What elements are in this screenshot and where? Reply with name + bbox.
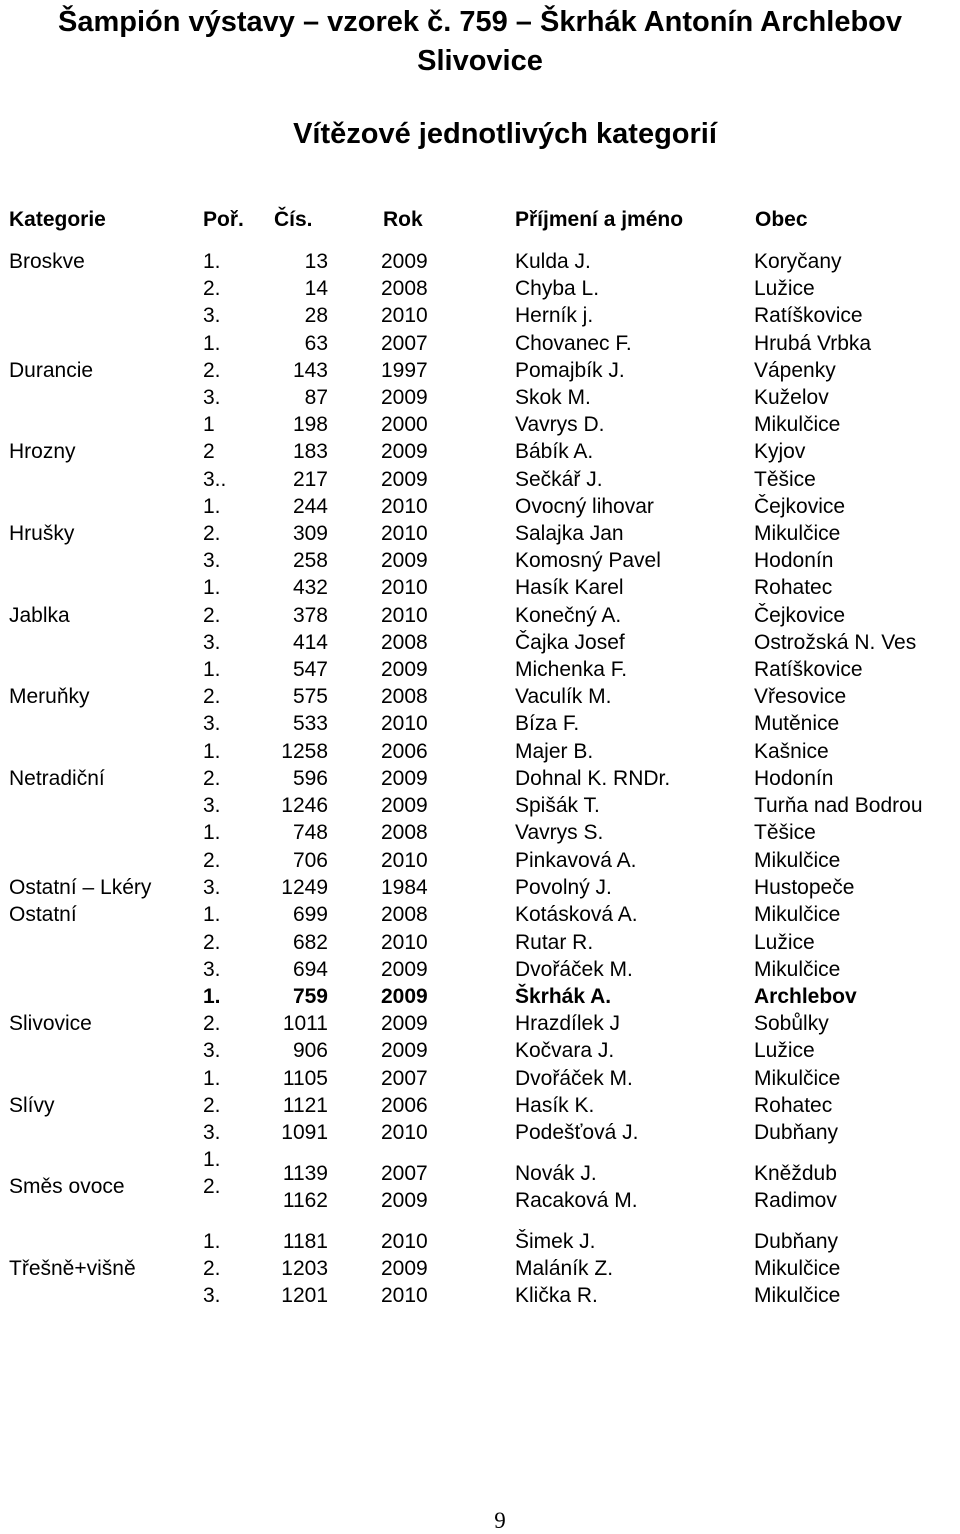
- table-cell-poradi: 2.: [203, 849, 221, 872]
- table-cell-cislo: 1091: [281, 1121, 328, 1144]
- table-cell-poradi: 3.: [203, 304, 221, 327]
- header-prijmeni-jmeno: Příjmení a jméno: [515, 208, 684, 231]
- table-cell-jmeno: Skok M.: [515, 386, 591, 409]
- table-cell-rok: 2008: [381, 903, 428, 926]
- table-row: [0, 1065, 960, 1092]
- table-row: [0, 438, 960, 465]
- table-cell-jmeno: Ovocný lihovar: [515, 495, 654, 518]
- table-cell-poradi: 1: [203, 413, 215, 436]
- table-cell-rok: 2009: [381, 1257, 428, 1280]
- table-cell-obec: Hodonín: [754, 767, 834, 790]
- table-cell-jmeno: Herník j.: [515, 304, 594, 327]
- table-cell-jmeno: Šimek J.: [515, 1230, 596, 1253]
- header-rok: Rok: [383, 208, 423, 231]
- table-cell-poradi: 1.: [203, 985, 221, 1008]
- header-cislo: Čís.: [274, 208, 313, 231]
- table-cell-cislo: 14: [304, 277, 328, 300]
- table-cell-rok: 2010: [381, 495, 428, 518]
- table-cell-obec: Kněždub: [754, 1162, 837, 1185]
- table-row: [0, 466, 960, 493]
- header-obec: Obec: [755, 208, 808, 231]
- table-cell-obec: Mikulčice: [754, 1067, 841, 1090]
- table-cell-cislo: 533: [292, 712, 328, 735]
- table-cell-obec: Hrubá Vrbka: [754, 332, 872, 355]
- table-cell-poradi: 1.: [203, 740, 221, 763]
- table-cell-rok: 2010: [381, 1284, 428, 1307]
- table-cell-poradi: 1.: [203, 332, 221, 355]
- table-cell-rok: 2010: [381, 931, 428, 954]
- table-cell-rok: 2000: [381, 413, 428, 436]
- table-cell-obec: Lužice: [754, 931, 815, 954]
- table-cell-rok: 2010: [381, 604, 428, 627]
- table-cell-cislo: 706: [292, 849, 328, 872]
- table-cell-kategorie: Netradiční: [9, 767, 105, 790]
- table-row: [0, 547, 960, 574]
- table-cell-poradi: 1.: [203, 1230, 221, 1253]
- table-cell-rok: 1984: [381, 876, 428, 899]
- table-cell-cislo: 759: [292, 985, 328, 1008]
- table-cell-obec: Vápenky: [754, 359, 836, 382]
- table-cell-poradi: 3.: [203, 549, 221, 572]
- table-cell-jmeno: Bíza F.: [515, 712, 580, 735]
- table-cell-cislo: 575: [292, 685, 328, 708]
- table-cell-kategorie: Slivovice: [9, 1012, 92, 1035]
- table-cell-kategorie: Jablka: [9, 604, 70, 627]
- table-cell-jmeno: Pinkavová A.: [515, 849, 637, 872]
- table-cell-cislo: 1121: [282, 1094, 328, 1117]
- table-cell-rok: 2009: [381, 468, 428, 491]
- table-cell-jmeno: Michenka F.: [515, 658, 628, 681]
- table-cell-poradi: 3.: [203, 712, 221, 735]
- table-cell-cislo: 378: [292, 604, 328, 627]
- table-cell-jmeno: Sečkář J.: [515, 468, 603, 491]
- table-cell-rok: 2009: [381, 794, 428, 817]
- table-cell-cislo: 63: [304, 332, 328, 355]
- table-row: [0, 792, 960, 819]
- table-row: [0, 411, 960, 438]
- table-cell-poradi: 1.: [203, 1148, 221, 1171]
- table-cell-rok: 2009: [381, 1039, 428, 1062]
- table-cell-jmeno: Novák J.: [515, 1162, 597, 1185]
- table-cell-obec: Mikulčice: [754, 1257, 841, 1280]
- table-cell-jmeno: Kulda J.: [515, 250, 591, 273]
- table-cell-obec: Koryčany: [754, 250, 842, 273]
- table-row: [0, 1187, 960, 1214]
- table-cell-cislo: 694: [292, 958, 328, 981]
- table-cell-cislo: 906: [292, 1039, 328, 1062]
- table-cell-poradi: 2.: [203, 1175, 221, 1198]
- table-cell-kategorie: Meruňky: [9, 685, 90, 708]
- table-cell-jmeno: Maláník Z.: [515, 1257, 614, 1280]
- table-cell-poradi: 3.: [203, 1284, 221, 1307]
- table-cell-jmeno: Salajka Jan: [515, 522, 624, 545]
- table-cell-rok: 2008: [381, 277, 428, 300]
- table-cell-poradi: 3.: [203, 1039, 221, 1062]
- table-cell-jmeno: Chyba L.: [515, 277, 600, 300]
- table-cell-poradi: 1.: [203, 903, 221, 926]
- table-cell-cislo: 682: [292, 931, 328, 954]
- table-cell-rok: 2010: [381, 304, 428, 327]
- table-cell-poradi: 2: [203, 440, 215, 463]
- table-cell-rok: 2007: [381, 332, 428, 355]
- table-cell-jmeno: Vavrys S.: [515, 821, 604, 844]
- table-cell-poradi: 1.: [203, 250, 221, 273]
- table-cell-jmeno: Povolný J.: [515, 876, 612, 899]
- page-title: Šampión výstavy – vzorek č. 759 – Škrhák Antonín Archlebov: [57, 6, 903, 38]
- table-cell-obec: Archlebov: [754, 985, 857, 1008]
- table-cell-jmeno: Dohnal K. RNDr.: [515, 767, 671, 790]
- table-cell-cislo: 87: [304, 386, 328, 409]
- table-cell-rok: 2009: [381, 985, 428, 1008]
- table-cell-rok: 2010: [381, 849, 428, 872]
- table-cell-jmeno: Komosný Pavel: [515, 549, 661, 572]
- table-cell-obec: Čejkovice: [754, 604, 846, 627]
- table-cell-rok: 1997: [381, 359, 428, 382]
- table-row: [0, 1255, 960, 1282]
- table-row: [0, 710, 960, 737]
- table-cell-jmeno: Rutar R.: [515, 931, 594, 954]
- table-row: [0, 1037, 960, 1064]
- table-cell-rok: 2008: [381, 821, 428, 844]
- table-cell-obec: Kašnice: [754, 740, 829, 763]
- table-cell-jmeno: Hasík K.: [515, 1094, 595, 1117]
- table-cell-cislo: 258: [292, 549, 328, 572]
- table-cell-cislo: 748: [292, 821, 328, 844]
- table-cell-poradi: 3.: [203, 876, 221, 899]
- table-row: [0, 629, 960, 656]
- table-cell-obec: Mutěnice: [754, 712, 840, 735]
- table-cell-kategorie: Hrušky: [9, 522, 75, 545]
- table-row: [0, 1228, 960, 1255]
- table-cell-poradi: 3..: [203, 468, 227, 491]
- table-cell-rok: 2009: [381, 440, 428, 463]
- table-cell-obec: Mikulčice: [754, 849, 841, 872]
- table-cell-rok: 2010: [381, 1230, 428, 1253]
- table-cell-cislo: 432: [292, 576, 328, 599]
- table-cell-rok: 2010: [381, 522, 428, 545]
- table-row: [0, 574, 960, 601]
- table-row: [0, 765, 960, 792]
- table-cell-kategorie: Slívy: [9, 1094, 55, 1117]
- table-cell-poradi: 2.: [203, 522, 221, 545]
- table-header: [0, 206, 960, 233]
- table-cell-cislo: 198: [292, 413, 328, 436]
- table-row: [0, 330, 960, 357]
- table-cell-obec: Kyjov: [754, 440, 806, 463]
- table-cell-jmeno: Kotásková A.: [515, 903, 638, 926]
- table-row: [0, 874, 960, 901]
- table-cell-cislo: 596: [292, 767, 328, 790]
- table-row: [0, 847, 960, 874]
- table-cell-poradi: 2.: [203, 604, 221, 627]
- table-cell-rok: 2006: [381, 740, 428, 763]
- table-cell-rok: 2009: [381, 658, 428, 681]
- table-cell-poradi: 1.: [203, 1067, 221, 1090]
- table-cell-kategorie: Třešně+višně: [9, 1257, 136, 1280]
- table-cell-poradi: 1.: [203, 576, 221, 599]
- table-cell-jmeno: Majer B.: [515, 740, 594, 763]
- table-cell-poradi: 1.: [203, 495, 221, 518]
- table-cell-cislo: 547: [292, 658, 328, 681]
- table-cell-poradi: 1.: [203, 821, 221, 844]
- table-cell-obec: Hustopeče: [754, 876, 855, 899]
- table-cell-jmeno: Pomajbík J.: [515, 359, 625, 382]
- table-row: [0, 1010, 960, 1037]
- table-cell-jmeno: Škrhák A.: [515, 985, 612, 1008]
- table-cell-rok: 2007: [381, 1067, 428, 1090]
- table-row: [0, 956, 960, 983]
- table-cell-rok: 2010: [381, 712, 428, 735]
- table-cell-jmeno: Vaculík M.: [515, 685, 612, 708]
- table-cell-jmeno: Hasík Karel: [515, 576, 624, 599]
- table-cell-rok: 2009: [381, 958, 428, 981]
- table-cell-poradi: 2.: [203, 1094, 221, 1117]
- page-subtitle: Vítězové jednotlivých kategorií: [293, 118, 717, 150]
- table-cell-cislo: 1181: [282, 1230, 328, 1253]
- table-row: [0, 602, 960, 629]
- table-cell-cislo: 1011: [282, 1012, 328, 1035]
- table-cell-obec: Ostrožská N. Ves: [754, 631, 917, 654]
- table-cell-obec: Sobůlky: [754, 1012, 829, 1035]
- header-poradi: Poř.: [203, 208, 244, 231]
- table-row: [0, 738, 960, 765]
- table-row: [0, 1282, 960, 1309]
- table-cell-rok: 2009: [381, 549, 428, 572]
- table-cell-jmeno: Kočvara J.: [515, 1039, 615, 1062]
- table-cell-poradi: 1.: [203, 658, 221, 681]
- table-cell-rok: 2008: [381, 631, 428, 654]
- table-cell-obec: Kuželov: [754, 386, 829, 409]
- table-cell-kategorie: Durancie: [9, 359, 94, 382]
- page-number: 9: [494, 1508, 506, 1533]
- table-cell-jmeno: Dvořáček M.: [515, 1067, 633, 1090]
- table-row: [0, 384, 960, 411]
- table-cell-obec: Těšice: [754, 468, 816, 491]
- table-cell-obec: Ratíškovice: [754, 304, 863, 327]
- table-cell-cislo: 1258: [281, 740, 328, 763]
- table-cell-obec: Mikulčice: [754, 903, 841, 926]
- table-row: [0, 302, 960, 329]
- table-cell-jmeno: Spišák T.: [515, 794, 600, 817]
- table-cell-jmeno: Podešťová J.: [515, 1121, 639, 1144]
- table-cell-obec: Dubňany: [754, 1121, 839, 1144]
- table-row: [0, 1092, 960, 1119]
- table-cell-obec: Mikulčice: [754, 958, 841, 981]
- table-cell-obec: Mikulčice: [754, 1284, 841, 1307]
- table-cell-obec: Rohatec: [754, 576, 833, 599]
- table-cell-obec: Lužice: [754, 1039, 815, 1062]
- table-cell-cislo: 1246: [281, 794, 328, 817]
- table-cell-rok: 2009: [381, 1012, 428, 1035]
- table-cell-rok: 2010: [381, 1121, 428, 1144]
- page-title-category: Slivovice: [417, 45, 543, 77]
- table-cell-rok: 2009: [381, 386, 428, 409]
- header-kategorie: Kategorie: [9, 208, 106, 231]
- table-cell-cislo: 143: [292, 359, 328, 382]
- table-row: [0, 248, 960, 275]
- table-cell-poradi: 2.: [203, 931, 221, 954]
- table-cell-rok: 2009: [381, 1189, 428, 1212]
- table-cell-rok: 2008: [381, 685, 428, 708]
- table-cell-obec: Turňa nad Bodrou: [754, 794, 923, 817]
- table-cell-cislo: 1203: [281, 1257, 328, 1280]
- table-cell-poradi: 2.: [203, 1257, 221, 1280]
- table-cell-jmeno: Dvořáček M.: [515, 958, 633, 981]
- table-cell-cislo: 217: [292, 468, 328, 491]
- table-cell-obec: Dubňany: [754, 1230, 839, 1253]
- table-cell-obec: Radimov: [754, 1189, 837, 1212]
- table-cell-jmeno: Racaková M.: [515, 1189, 638, 1212]
- table-cell-poradi: 2.: [203, 277, 221, 300]
- table-cell-kategorie: Hrozny: [9, 440, 76, 463]
- table-cell-obec: Ratíškovice: [754, 658, 863, 681]
- table-row: [0, 983, 960, 1010]
- table-cell-poradi: 2.: [203, 1012, 221, 1035]
- table-cell-cislo: 699: [292, 903, 328, 926]
- table-cell-cislo: 1139: [282, 1162, 328, 1185]
- table-cell-obec: Čejkovice: [754, 495, 846, 518]
- table-cell-cislo: 183: [292, 440, 328, 463]
- table-cell-cislo: 13: [304, 250, 328, 273]
- table-cell-cislo: 309: [292, 522, 328, 545]
- table-cell-poradi: 3.: [203, 794, 221, 817]
- table-cell-rok: 2006: [381, 1094, 428, 1117]
- table-cell-obec: Hodonín: [754, 549, 834, 572]
- table-cell-rok: 2009: [381, 250, 428, 273]
- table-cell-jmeno: Chovanec F.: [515, 332, 632, 355]
- table-cell-obec: Těšice: [754, 821, 816, 844]
- table-row: [0, 901, 960, 928]
- table-row: [0, 656, 960, 683]
- table-cell-cislo: 28: [304, 304, 328, 327]
- table-cell-cislo: 1105: [282, 1067, 328, 1090]
- table-row: [0, 493, 960, 520]
- table-row: [0, 819, 960, 846]
- table-cell-jmeno: Čajka Josef: [515, 631, 625, 654]
- table-cell-jmeno: Bábík A.: [515, 440, 594, 463]
- table-cell-obec: Rohatec: [754, 1094, 833, 1117]
- table-cell-cislo: 1201: [281, 1284, 328, 1307]
- table-cell-jmeno: Vavrys D.: [515, 413, 605, 436]
- table-cell-rok: 2010: [381, 576, 428, 599]
- table-cell-cislo: 1162: [282, 1189, 328, 1212]
- table-cell-jmeno: Klička R.: [515, 1284, 598, 1307]
- table-row: [0, 520, 960, 547]
- table-row: [0, 929, 960, 956]
- table-cell-obec: Lužice: [754, 277, 815, 300]
- table-cell-obec: Mikulčice: [754, 413, 841, 436]
- table-cell-poradi: 2.: [203, 359, 221, 382]
- table-cell-poradi: 3.: [203, 1121, 221, 1144]
- table-row: [0, 275, 960, 302]
- table-cell-rok: 2009: [381, 767, 428, 790]
- table-cell-kategorie: Ostatní: [9, 903, 77, 926]
- table-cell-obec: Mikulčice: [754, 522, 841, 545]
- table-cell-rok: 2007: [381, 1162, 428, 1185]
- table-cell-jmeno: Hrazdílek J: [515, 1012, 621, 1035]
- table-row: [0, 683, 960, 710]
- table-cell-cislo: 1249: [281, 876, 328, 899]
- table-cell-obec: Vřesovice: [754, 685, 847, 708]
- table-cell-cislo: 414: [292, 631, 328, 654]
- table-cell-poradi: 3.: [203, 631, 221, 654]
- table-row: [0, 1119, 960, 1146]
- table-cell-kategorie: Směs ovoce: [9, 1175, 125, 1198]
- table-cell-poradi: 3.: [203, 386, 221, 409]
- table-cell-poradi: 2.: [203, 767, 221, 790]
- table-cell-cislo: 244: [292, 495, 328, 518]
- table-cell-kategorie: Broskve: [9, 250, 85, 273]
- table-cell-poradi: 3.: [203, 958, 221, 981]
- table-cell-jmeno: Konečný A.: [515, 604, 622, 627]
- table-cell-kategorie: Ostatní – Lkéry: [9, 876, 152, 899]
- table-cell-poradi: 2.: [203, 685, 221, 708]
- table-row: [0, 357, 960, 384]
